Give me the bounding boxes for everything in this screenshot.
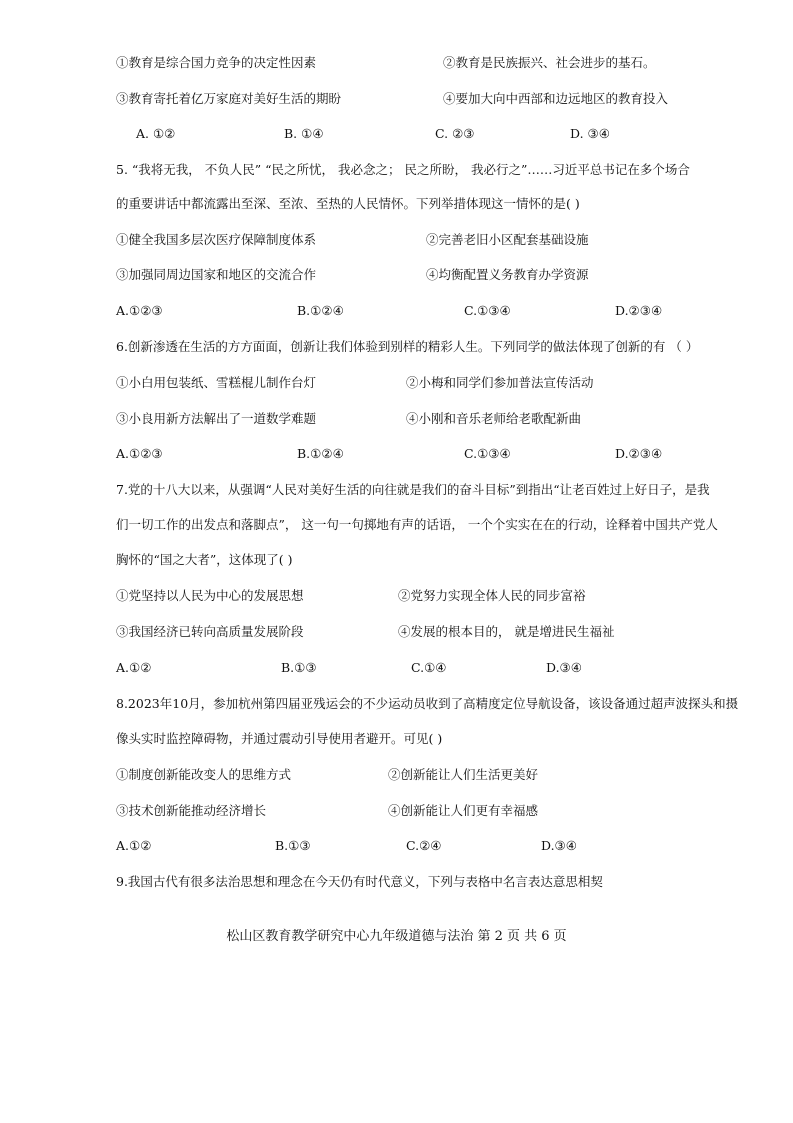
q5-statement-1: ①健全我国多层次医疗保障制度体系 [116, 232, 317, 247]
q7-statement-1: ①党坚持以人民为中心的发展思想 [116, 588, 304, 603]
q6-statement-4: ④小刚和音乐老师给老歌配新曲 [406, 411, 582, 426]
q8-statement-2: ②创新能让人们生活更美好 [388, 767, 539, 782]
q5-option-c: C.①③④ [464, 303, 511, 318]
q6-statement-3: ③小良用新方法解出了一道数学难题 [116, 411, 317, 426]
q8-stem-line-2: 像头实时监控障碍物，并通过震动引导使用者避开。可见( ) [116, 731, 443, 746]
q4-option-a: A. ①② [136, 126, 176, 141]
q7-option-c: C.①④ [411, 660, 447, 675]
q6-option-c: C.①③④ [464, 446, 511, 461]
q5-statement-2: ②完善老旧小区配套基础设施 [426, 232, 589, 247]
q7-option-a: A.①② [116, 660, 152, 675]
q5-option-b: B.①②④ [297, 303, 344, 318]
q8-option-c: C.②④ [406, 838, 442, 853]
q5-option-a: A.①②③ [116, 303, 163, 318]
q7-option-b: B.①③ [281, 660, 317, 675]
q6-statement-1: ①小白用包装纸、雪糕棍儿制作台灯 [116, 375, 317, 390]
q8-stem-line-1: 8.2023年10月，参加杭州第四届亚残运会的不少运动员收到了高精度定位导航设备，该设备通过超声波探头和摄 [116, 696, 739, 711]
q8-statement-4: ④创新能让人们更有幸福感 [388, 803, 539, 818]
q8-option-a: A.①② [116, 838, 152, 853]
q5-option-d: D.②③④ [615, 303, 663, 318]
q8-option-b: B.①③ [275, 838, 311, 853]
page-footer: 松山区教育教学研究中心九年级道德与法治 第 2 页 共 6 页 [226, 929, 567, 944]
q6-option-a: A.①②③ [116, 446, 163, 461]
q6-stem-line-1: 6.创新渗透在生活的方方面面，创新让我们体验到别样的精彩人生。下列同学的做法体现了创新的有 （ ） [116, 339, 699, 354]
q4-option-b: B. ①④ [284, 126, 324, 141]
q5-statement-4: ④均衡配置义务教育办学资源 [426, 267, 589, 282]
q7-stem-line-3: 胸怀的“国之大者”，这体现了( ) [116, 552, 293, 567]
q4-statement-4: ④要加大向中西部和边远地区的教育投入 [443, 91, 669, 106]
q6-option-b: B.①②④ [297, 446, 344, 461]
q7-statement-2: ②党努力实现全体人民的同步富裕 [398, 588, 586, 603]
q5-stem-line-2: 的重要讲话中都流露出至深、至浓、至热的人民情怀。下列举措体现这一情怀的是( ) [116, 196, 580, 211]
q8-statement-3: ③技术创新能推动经济增长 [116, 803, 267, 818]
q5-statement-3: ③加强同周边国家和地区的交流合作 [116, 267, 317, 282]
q7-statement-4: ④发展的根本目的， 就是增进民生福祉 [398, 624, 615, 639]
q7-stem-line-2: 们一切工作的出发点和落脚点”， 这一句一句掷地有声的话语， 一个个实实在在的行动，诠释着中国共产党人 [116, 517, 718, 532]
q4-statement-3: ③教育寄托着亿万家庭对美好生活的期盼 [116, 91, 342, 106]
q7-option-d: D.③④ [546, 660, 582, 675]
q4-option-c: C. ②③ [435, 126, 475, 141]
q6-option-d: D.②③④ [615, 446, 663, 461]
q5-stem-line-1: 5. “我将无我， 不负人民” “民之所忧， 我必念之； 民之所盼， 我必行之”……习近平总书记在多个场合 [116, 162, 690, 177]
q7-statement-3: ③我国经济已转向高质量发展阶段 [116, 624, 304, 639]
q8-option-d: D.③④ [541, 838, 577, 853]
q4-option-d: D. ③④ [570, 126, 610, 141]
q4-statement-1: ①教育是综合国力竞争的决定性因素 [116, 55, 317, 70]
q4-statement-2: ②教育是民族振兴、社会进步的基石。 [443, 55, 656, 70]
q8-statement-1: ①制度创新能改变人的思维方式 [116, 767, 292, 782]
q7-stem-line-1: 7.党的十八大以来，从强调“人民对美好生活的向往就是我们的奋斗目标”到指出“让老百姓过上好日子，是我 [116, 482, 710, 497]
q6-statement-2: ②小梅和同学们参加普法宣传活动 [406, 375, 594, 390]
q9-stem-line-1: 9.我国古代有很多法治思想和理念在今天仍有时代意义，下列与表格中名言表达意思相契 [116, 874, 603, 889]
